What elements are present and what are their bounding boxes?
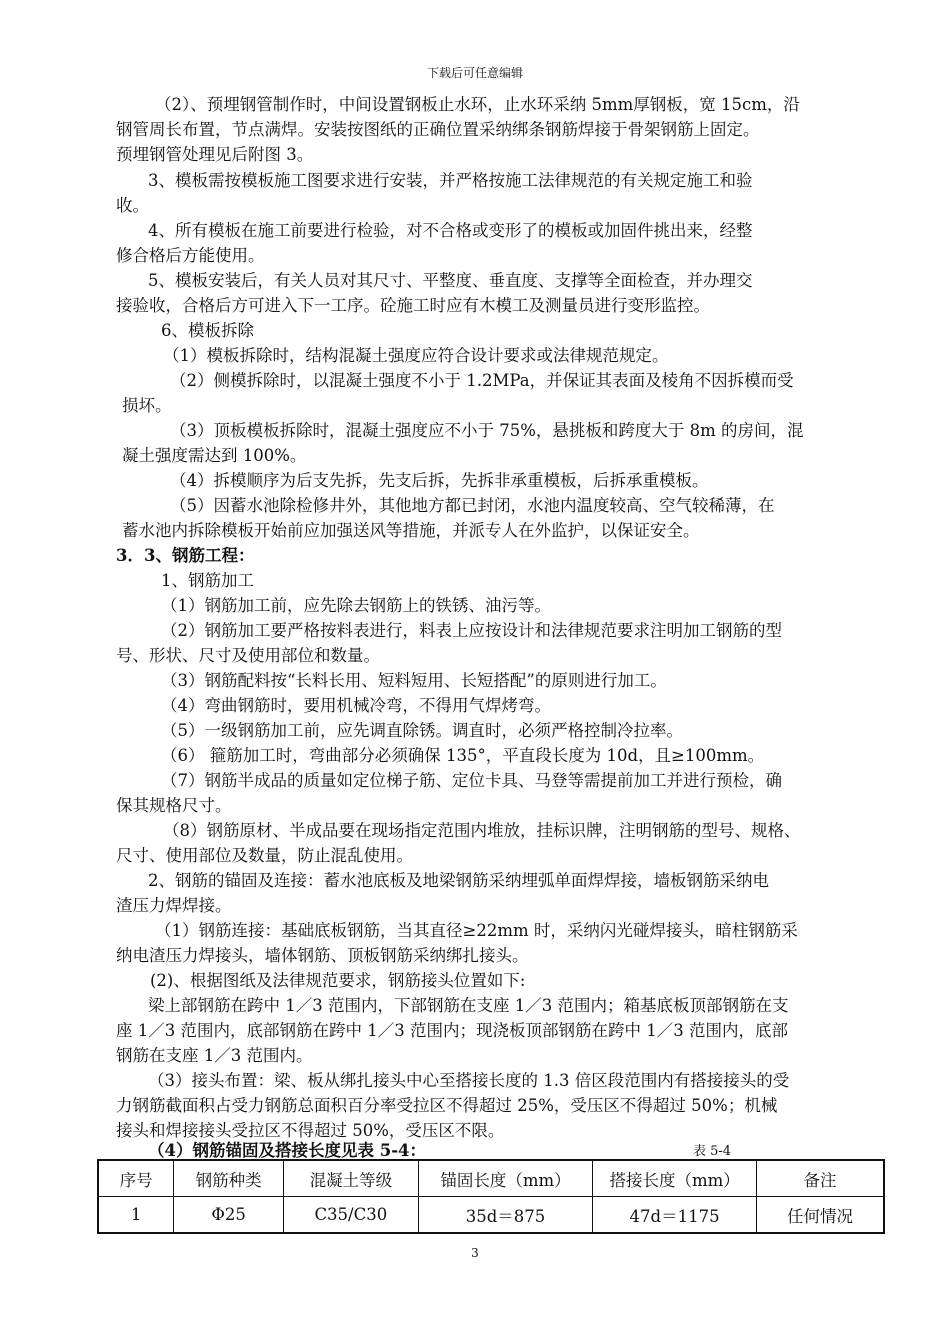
text-line: 接头和焊接接头受拉区不得超过 50%，受压区不限。 xyxy=(116,1121,505,1140)
text-line: （7）钢筋半成品的质量如定位梯子筋、定位卡具、马登等需提前加工并进行预检，确 xyxy=(161,771,782,790)
text-line: 力钢筋截面积占受力钢筋总面积百分率受拉区不得超过 25%，受压区不得超过 50%；机械 xyxy=(116,1096,778,1115)
text-line: 钢管周长布置，节点满焊。安装按图纸的正确位置采纳绑条钢筋焊接于骨架钢筋上固定。 xyxy=(116,120,760,139)
text-line: 保其规格尺寸。 xyxy=(116,796,232,815)
text-line: 凝土强度需达到 100%。 xyxy=(122,446,307,465)
page-header: 下载后可任意编辑 xyxy=(426,66,523,80)
text-line: （3）顶板模板拆除时，混凝土强度应不小于 75%，悬挑板和跨度大于 8m 的房间，混 xyxy=(170,421,804,440)
text-line: （2）侧模拆除时，以混凝土强度不小于 1.2MPa，并保证其表面及棱角不因拆模而受 xyxy=(170,371,794,390)
page-number: 3 xyxy=(471,1246,479,1260)
text-line: 2、钢筋的锚固及连接：蓄水池底板及地梁钢筋采纳埋弧单面焊焊接，墙板钢筋采纳电 xyxy=(148,871,769,890)
table-header-row xyxy=(98,1160,884,1197)
text-line: 收。 xyxy=(116,196,149,215)
section-heading: 3．3、钢筋工程： xyxy=(116,546,255,565)
text-line: 纳电渣压力焊接头，墙体钢筋、顶板钢筋采纳绑扎接头。 xyxy=(116,946,529,965)
text-line: （4）拆模顺序为后支先拆，先支后拆，先拆非承重模板，后拆承重模板。 xyxy=(170,471,709,490)
text-line: （5）因蓄水池除检修井外，其他地方都已封闭，水池内温度较高、空气较稀薄，在 xyxy=(170,496,775,515)
table-header-cell: 备注 xyxy=(756,1160,884,1197)
text-line: （1）钢筋连接：基础底板钢筋，当其直径≥22mm 时，采纳闪光碰焊接头，暗柱钢筋采 xyxy=(155,921,798,940)
text-line: 1、钢筋加工 xyxy=(161,571,254,590)
table-header-cell: 钢筋种类 xyxy=(174,1160,284,1197)
table-cell: C35/C30 xyxy=(283,1197,418,1234)
text-line: 4、所有模板在施工前要进行检验，对不合格或变形了的模板或加固件挑出来，经整 xyxy=(148,221,753,240)
text-line: （5）一级钢筋加工前，应先调直除锈。调直时，必须严格控制冷拉率。 xyxy=(161,721,683,740)
text-line: （3）钢筋配料按“长料长用、短料短用、长短搭配”的原则进行加工。 xyxy=(161,671,667,690)
text-line: 损坏。 xyxy=(122,396,172,415)
table-cell: 任何情况 xyxy=(756,1197,884,1234)
text-line: 钢筋在支座 1／3 范围内。 xyxy=(116,1046,313,1065)
text-line: （4）弯曲钢筋时，要用机械冷弯，不得用气焊烤弯。 xyxy=(161,696,551,715)
text-line: 接验收，合格后方可进入下一工序。砼施工时应有木模工及测量员进行变形监控。 xyxy=(116,296,710,315)
text-line: （6） 箍筋加工时，弯曲部分必须确保 135°，平直段长度为 10d，且≥100mm。 xyxy=(161,746,765,765)
table-caption: 表 5-4 xyxy=(693,1144,732,1159)
text-line: （2）钢筋加工要严格按料表进行，料表上应按设计和法律规范要求注明加工钢筋的型 xyxy=(161,621,782,640)
table-title: （4）钢筋锚固及搭接长度见表 5-4： xyxy=(148,1141,427,1160)
text-line: 渣压力焊焊接。 xyxy=(116,896,232,915)
text-line: 号、形状、尺寸及使用部位和数量。 xyxy=(116,646,380,665)
text-line: （1）钢筋加工前，应先除去钢筋上的铁锈、油污等。 xyxy=(161,596,551,615)
text-line: 3、模板需按模板施工图要求进行安装，并严格按施工法律规范的有关规定施工和验 xyxy=(148,171,753,190)
table-cell: 35d＝875 xyxy=(418,1197,593,1234)
text-line: 5、模板安装后，有关人员对其尺寸、平整度、垂直度、支撑等全面检查，并办理交 xyxy=(148,271,753,290)
text-line: 预埋钢管处理见后附图 3。 xyxy=(116,145,314,164)
table-cell: Φ25 xyxy=(174,1197,284,1234)
text-line: 蓄水池内拆除模板开始前应加强送风等措施，并派专人在外监护，以保证安全。 xyxy=(122,521,700,540)
table-header-cell: 混凝土等级 xyxy=(283,1160,418,1197)
text-line: 尺寸、使用部位及数量，防止混乱使用。 xyxy=(116,846,413,865)
table-header-cell: 序号 xyxy=(98,1160,174,1197)
table-header-cell: 锚固长度（mm） xyxy=(418,1160,593,1197)
text-line: 6、模板拆除 xyxy=(161,321,254,340)
text-line: （2）、预埋钢管制作时，中间设置钢板止水环，止水环采纳 5mm厚钢板，宽 15cm，沿 xyxy=(155,95,800,114)
text-line: （8）钢筋原材、半成品要在现场指定范围内堆放，挂标识牌，注明钢筋的型号、规格、 xyxy=(163,821,801,840)
table-cell: 1 xyxy=(98,1197,174,1234)
table-header-cell: 搭接长度（mm） xyxy=(593,1160,757,1197)
text-line: （3）接头布置：梁、板从绑扎接头中心至搭接长度的 1.3 倍区段范围内有搭接接头的受 xyxy=(148,1071,790,1090)
text-line: (2)、根据图纸及法律规范要求，钢筋接头位置如下: xyxy=(150,971,526,990)
table-row xyxy=(98,1197,884,1234)
text-line: 梁上部钢筋在跨中 1／3 范围内，下部钢筋在支座 1／3 范围内；箱基底板顶部钢筋在支 xyxy=(148,996,789,1015)
anchorage-table xyxy=(97,1159,885,1234)
text-line: 座 1／3 范围内，底部钢筋在跨中 1／3 范围内；现浇板顶部钢筋在跨中 1／3 范围内，底部 xyxy=(116,1021,788,1040)
table-cell: 47d＝1175 xyxy=(593,1197,757,1234)
text-line: 修合格后方能使用。 xyxy=(116,246,265,265)
text-line: （1）模板拆除时，结构混凝土强度应符合设计要求或法律规范规定。 xyxy=(163,346,669,365)
